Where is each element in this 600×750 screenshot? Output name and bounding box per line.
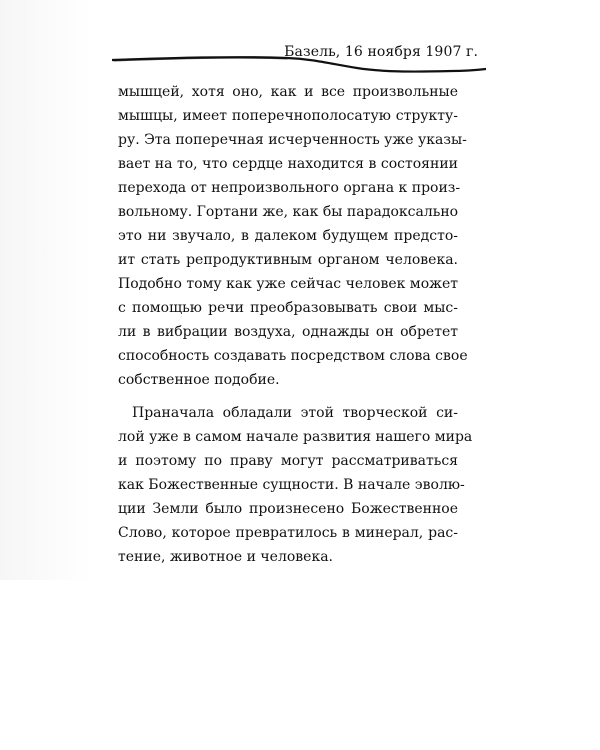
- text-line: ли в вибрации воздуха, однажды он обретет: [118, 324, 458, 340]
- text-line: мышцей, хотя оно, как и все произвольные: [118, 84, 458, 100]
- header-date-place: Базель, 16 ноября 1907 г.: [284, 44, 478, 60]
- text-line: Праначала обладали этой творческой си-: [132, 405, 458, 421]
- paragraph-gap: [118, 392, 458, 401]
- text-line: лой уже в самом начале развития нашего мира: [118, 429, 473, 445]
- text-line: тение, животное и человека.: [118, 549, 333, 565]
- text-line: ции Земли было произнесено Божественное: [118, 501, 458, 517]
- text-line: способность создавать посредством слова свое: [118, 348, 468, 364]
- paragraph-1: [118, 80, 468, 392]
- running-header: [112, 44, 486, 74]
- text-line: ит стать репродуктивным органом человека.: [118, 252, 458, 268]
- text-line: вает на то, что сердце находится в состоянии: [118, 156, 458, 172]
- text-line: собственное подобие.: [118, 372, 280, 388]
- body-text: [118, 80, 473, 569]
- text-line: ру. Эта поперечная исчерченность уже указы-: [118, 132, 467, 148]
- text-line: с помощью речи преобразовывать свои мыс-: [118, 300, 458, 316]
- text-line: мышцы, имеет поперечнополосатую структу-: [118, 108, 458, 124]
- text-line: и поэтому по праву могут рассматриваться: [118, 453, 458, 469]
- text-line: вольному. Гортани же, как бы парадоксально: [118, 204, 459, 220]
- paragraph-2: [118, 401, 473, 569]
- text-line: это ни звучало, в далеком будущем предсто-: [118, 228, 458, 244]
- text-line: Слово, которое превратилось в минерал, рас-: [118, 525, 458, 541]
- text-line: Подобно тому как уже сейчас человек может: [118, 276, 459, 292]
- page-gutter-shadow: [0, 0, 92, 580]
- text-line: перехода от непроизвольного органа к произ-: [118, 180, 461, 196]
- text-line: как Божественные сущности. В начале эволю-: [118, 477, 465, 493]
